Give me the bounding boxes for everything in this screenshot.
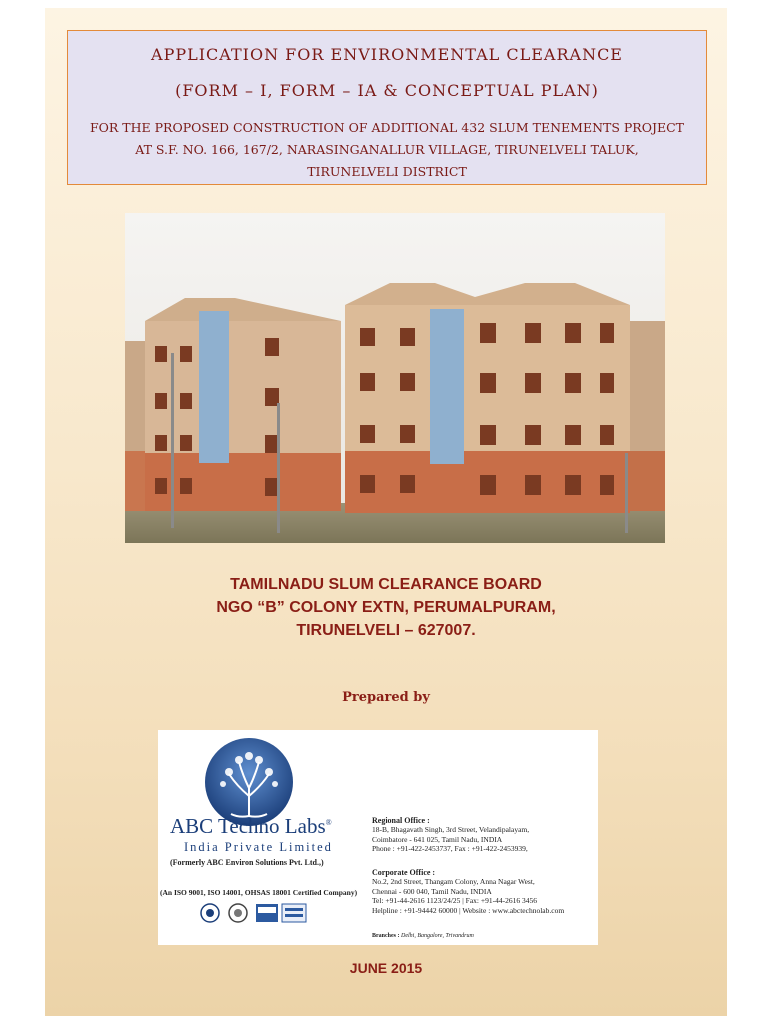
company-formerly: (Formerly ABC Environ Solutions Pvt. Ltd.,)	[170, 858, 324, 867]
document-date: JUNE 2015	[349, 960, 423, 976]
branches-label: Branches :	[372, 933, 400, 939]
certification-badges	[200, 901, 310, 927]
corporate-office-line: Tel: +91-44-2616 1123/24/25 | Fax: +91-44-2616 3456	[372, 896, 537, 906]
corporate-office-line: Chennai - 600 040, Tamil Nadu, INDIA	[372, 886, 492, 896]
corporate-office-line: No.2, 2nd Street, Thangam Colony, Anna Nagar West,	[372, 877, 535, 886]
title-project-description: FOR THE PROPOSED CONSTRUCTION OF ADDITIONAL 432 SLUM TENEMENTS PROJECT AT S.F. NO. 166, 167/2, NARASINGANALLUR VILLAGE, TIRUNELVELI TALUK, TIRUNELVELI DISTRICT	[89, 120, 684, 179]
regional-office-title: Regional Office :	[372, 816, 430, 825]
title-forms: (FORM – I, FORM – IA & CONCEPTUAL PLAN)	[175, 81, 599, 100]
organization-city: TIRUNELVELI – 627007.	[296, 622, 476, 639]
regional-office-line: Coimbatore - 641 025, Tamil Nadu, INDIA	[372, 834, 503, 844]
company-name-text: ABC Techno Labs	[170, 814, 326, 838]
regional-office-line: 18-B, Bhagavath Singh, 3rd Street, Velandipalayam,	[372, 825, 530, 834]
company-subtitle: India Private Limited	[184, 840, 333, 854]
organization-name: TAMILNADU SLUM CLEARANCE BOARD	[230, 576, 542, 593]
corporate-office-title: Corporate Office :	[372, 868, 436, 877]
document-page	[45, 8, 727, 1016]
branches-line	[372, 933, 474, 939]
branches-value: Delhi, Bangalore, Trivandrum	[401, 933, 474, 939]
corporate-office	[372, 868, 598, 915]
company-name	[170, 814, 332, 839]
title-main: APPLICATION FOR ENVIRONMENTAL CLEARANCE	[151, 45, 623, 64]
organization-block	[45, 573, 727, 642]
iso-certification: (An ISO 9001, ISO 14001, OHSAS 18001 Certified Company)	[160, 888, 358, 897]
company-panel	[158, 730, 598, 945]
organization-address: NGO “B” COLONY EXTN, PERUMALPURAM,	[216, 599, 556, 616]
corporate-office-line: Helpline : +91-94442 60000 | Website : www.abctechnolab.com	[372, 905, 565, 915]
accreditation-badge-icon	[282, 904, 306, 922]
regional-office-line: Phone : +91-422-2453737, Fax : +91-422-2453939,	[372, 844, 528, 854]
title-box	[67, 30, 707, 185]
prepared-by-label: Prepared by	[342, 690, 430, 705]
registered-mark: ®	[325, 818, 332, 827]
apartment-building-photo	[125, 213, 665, 543]
regional-office	[372, 816, 598, 854]
